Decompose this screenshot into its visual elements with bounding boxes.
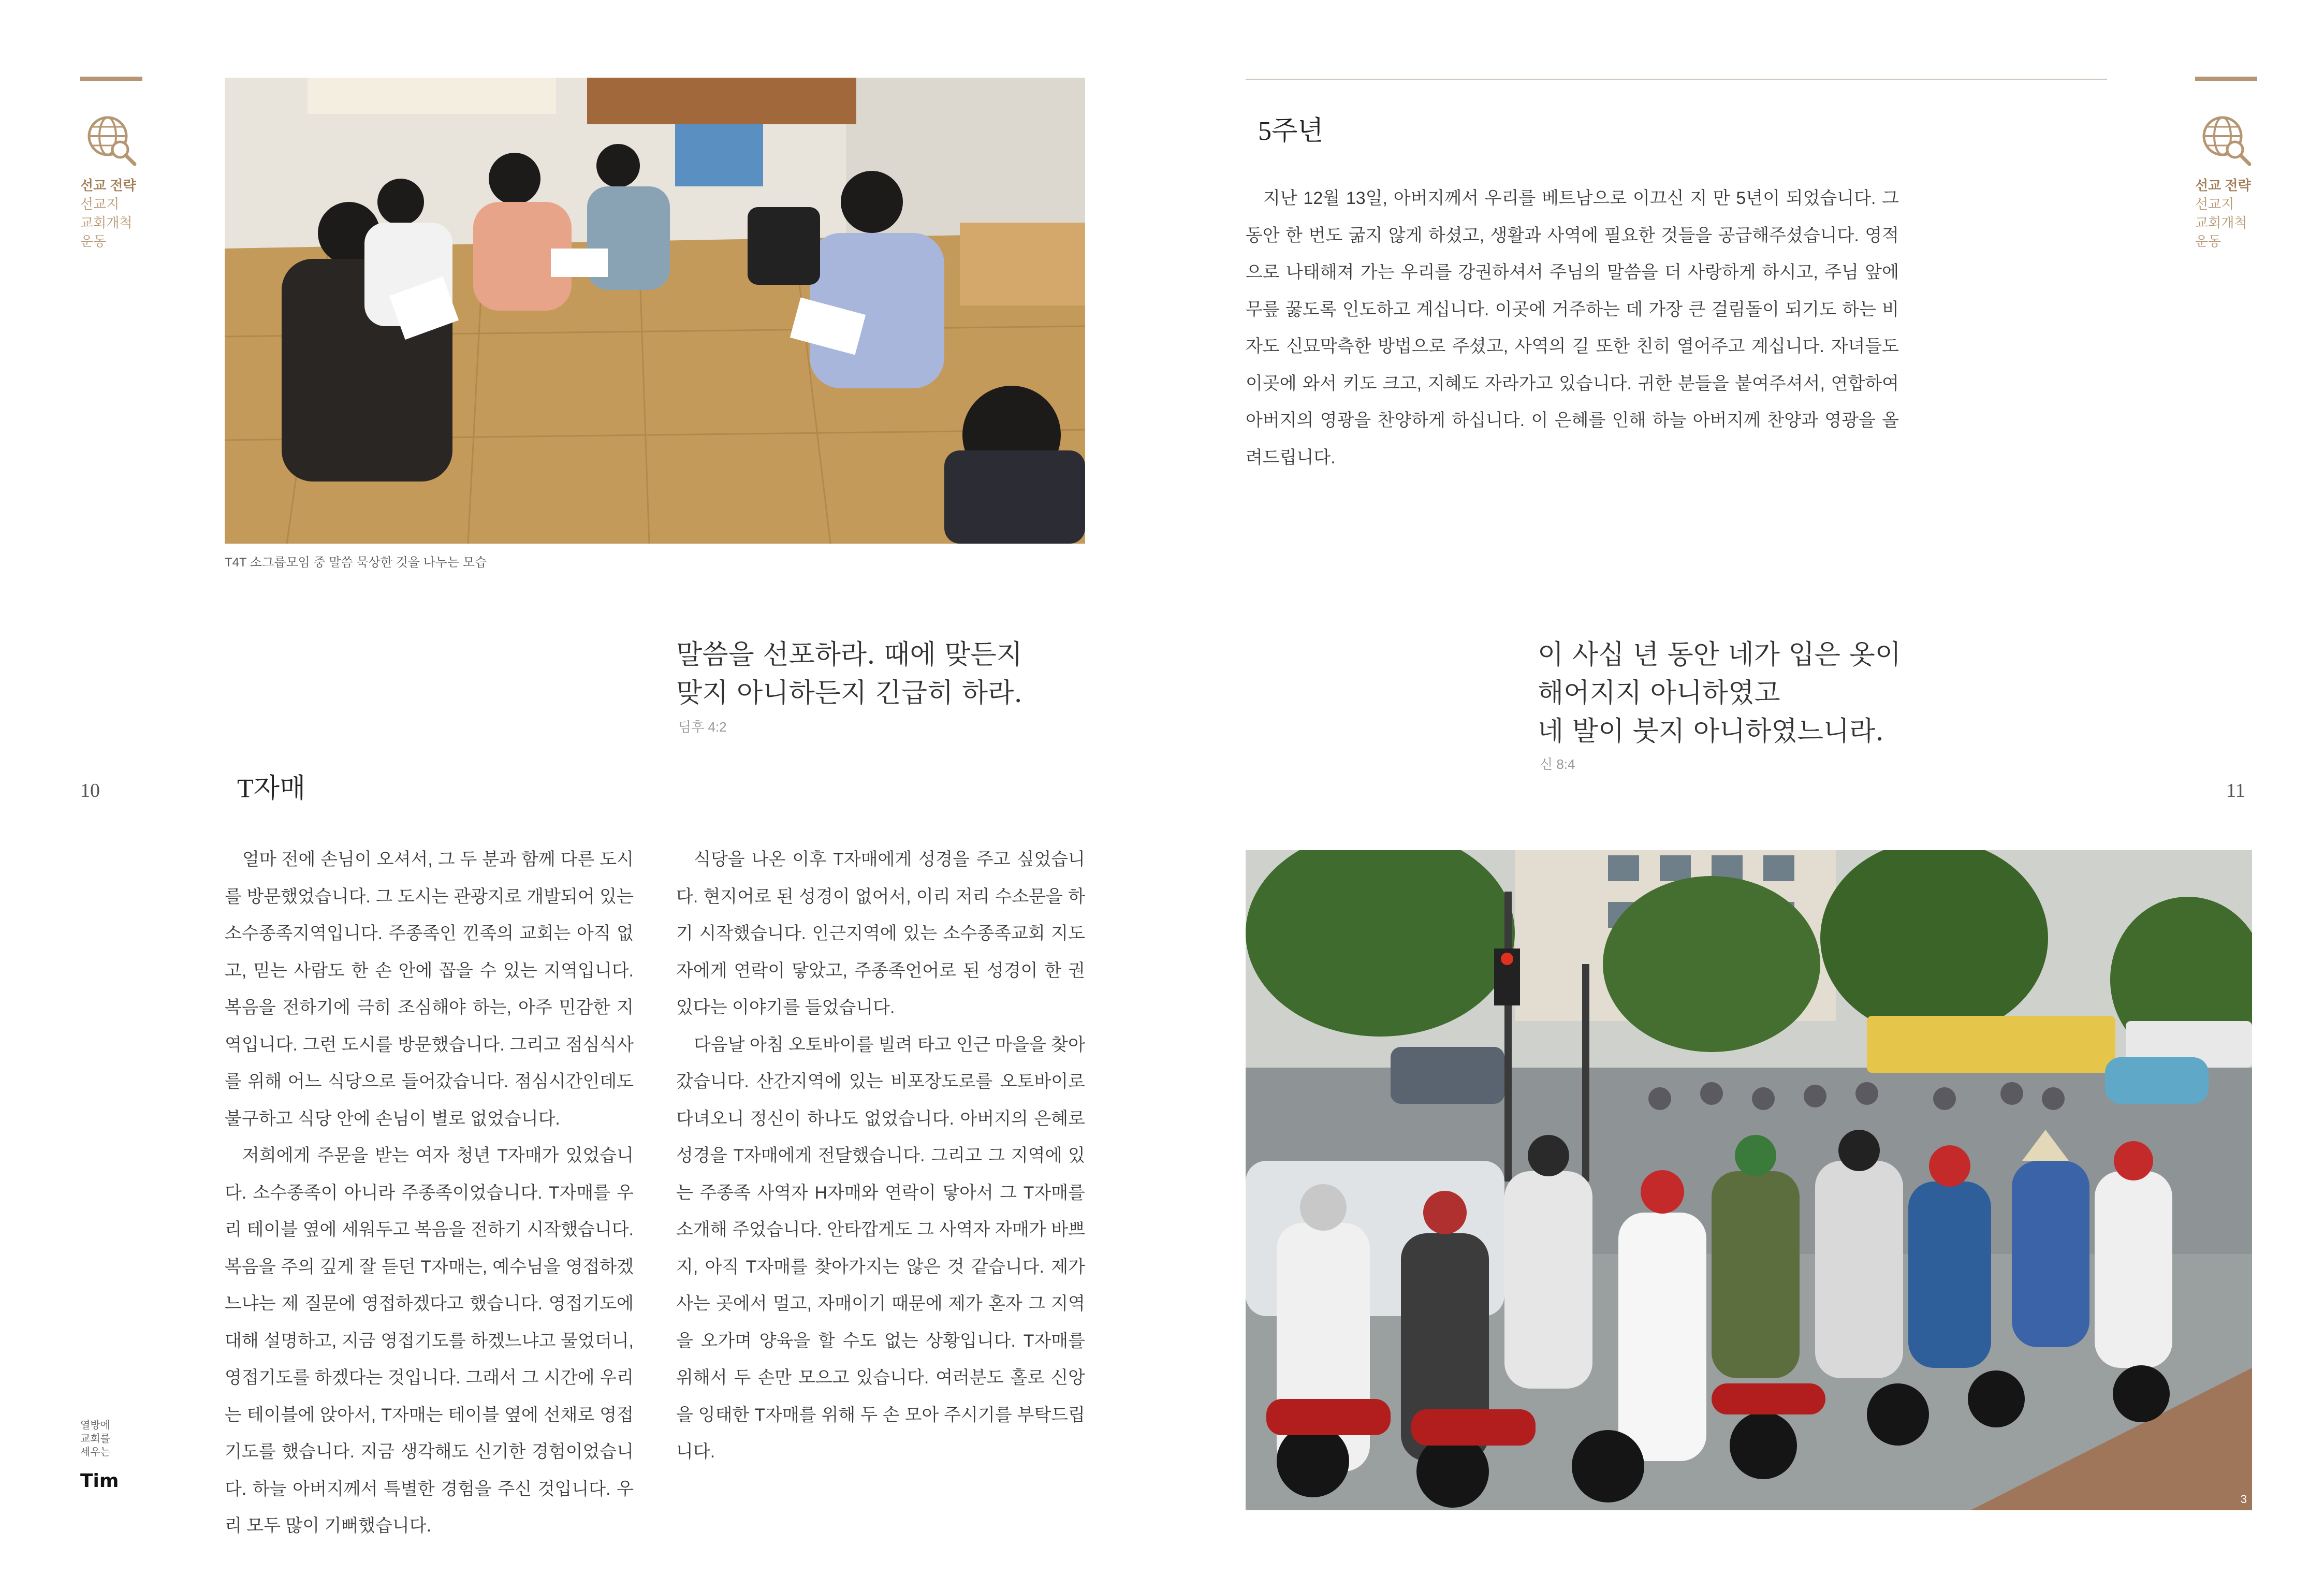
tab-category: 선교 전략 [2195,178,2251,193]
right-tab-label [2195,176,2251,251]
quote-reference-left: 딤후 4:2 [678,719,727,735]
scripture-quote-right [1538,636,1901,751]
tab-line-3: 운동 [2195,234,2221,249]
tab-line-2: 교회개척 [80,215,133,230]
page-number-right: 11 [2226,780,2245,801]
quote-line-3: 네 발이 붓지 아니하였느니라. [1538,716,1884,747]
logo-line-1: 열방에 [80,1420,110,1431]
quote-reference-right: 신 8:4 [1540,756,1575,772]
photo-caption: T4T 소그룹모임 중 말씀 묵상한 것을 나누는 모습 [225,556,487,570]
right-tab-rule [2195,77,2257,81]
street-traffic-photo [1246,850,2252,1510]
paragraph: 식당을 나온 이후 T자매에게 성경을 주고 싶었습니다. 현지어로 된 성경이 없어서, 이리 저리 수소문을 하기 시작했습니다. 인근지역에 있는 소수종족교회 지도자에게 연락이 닿았고, 주종족언어로 된 성경이 한 권 있다는 이야기를 들었습니다. [676,850,1085,1017]
globe-search-icon [2198,111,2255,168]
paragraph: 얼마 전에 손님이 오셔서, 그 두 분과 함께 다른 도시를 방문했었습니다. 그 도시는 관광지로 개발되어 있는 소수종족지역입니다. 주종족인 낀족의 교회는 아직 없고, 믿는 사람도 한 손 안에 꼽을 수 있는 지역입니다. 복음을 전하기에 극히 조심해야 하는, 아주 민감한 지역입니다. 그런 도시를 방문했습니다. 그리고 점심식사를 위해 어느 식당으로 들어갔습니다. 점심시간인데도 불구하고 식당 안에 손님이 별로 없었습니다. [225,850,634,1129]
quote-line-1: 이 사십 년 동안 네가 입은 옷이 [1538,639,1901,670]
quote-line-2: 해어지지 아니하였고 [1538,678,1780,709]
small-group-photo [225,78,1085,544]
quote-line-1: 말씀을 선포하라. 때에 맞든지 [676,639,1022,670]
scripture-quote-left [676,636,1022,712]
tab-line-1: 선교지 [2195,196,2234,212]
tab-line-3: 운동 [80,234,107,249]
left-tab-label [80,176,136,251]
logo-line-2: 교회를 [80,1433,110,1445]
photo-number: 3 [2240,1493,2247,1506]
tab-line-1: 선교지 [80,196,120,212]
tab-line-2: 교회개척 [2195,215,2247,230]
anniversary-paragraph [1246,180,1899,476]
page-number-left: 10 [80,780,100,801]
body-column-2 [676,841,1085,1471]
section-title-t-sister: T자매 [237,774,306,804]
globe-search-icon [83,111,140,168]
paragraph: 저희에게 주문을 받는 여자 청년 T자매가 있었습니다. 소수종족이 아니라 주종족이었습니다. T자매를 우리 테이블 옆에 세워두고 복음을 전하기 시작했습니다. 복음을 주의 깊게 잘 듣던 T자매는, 예수님을 영접하겠느냐는 제 질문에 영접하겠다고 했습니다. 영접기도에 대해 설명하고, 지금 영접기도를 하겠느냐고 물었더니, 영접기도를 하겠다는 것입니다. 그래서 그 시간에 우리는 테이블에 앉아서, T자매는 테이블 옆에 선채로 영접기도를 했습니다. 지금 생각해도 신기한 경험이었습니다. 하늘 아버지께서 특별한 경험을 주신 것입니다. 우리 모두 많이 기뻐했습니다. [225,1146,634,1536]
section-title-5th-anniversary: 5주년 [1258,116,1324,146]
paragraph: 다음날 아침 오토바이를 빌려 타고 인근 마을을 찾아갔습니다. 산간지역에 있는 비포장도로를 오토바이로 다녀오니 정신이 하나도 없었습니다. 아버지의 은혜로 성경을 T자매에게 전달했습니다. 그리고 그 지역에 있는 주종족 사역자 H자매와 연락이 닿아서 그 T자매를 소개해 주었습니다. 안타깝게도 그 사역자 자매가 바쁘지, 아직 T자매를 찾아가지는 않은 것 같습니다. 제가 사는 곳에서 멀고, 자매이기 때문에 제가 혼자 그 지역을 오가며 양육을 할 수도 없는 상황입니다. T자매를 위해서 두 손만 모으고 있습니다. 여러분도 홀로 신앙을 잉태한 T자매를 위해 두 손 모아 주시기를 부탁드립니다. [676,1034,1085,1462]
left-tab-rule [80,77,142,81]
quote-line-2: 맞지 아니하든지 긴급히 하라. [676,678,1022,709]
tab-category: 선교 전략 [80,178,136,193]
body-column-1 [225,841,634,1545]
logo-line-3: 세우는 [80,1447,110,1458]
tim-logo: Tim [80,1470,119,1492]
footer-logo-text [80,1419,110,1459]
paragraph: 지난 12월 13일, 아버지께서 우리를 베트남으로 이끄신 지 만 5년이 되었습니다. 그 동안 한 번도 굶지 않게 하셨고, 생활과 사역에 필요한 것들을 공급해주셨습니다. 영적으로 나태해져 가는 우리를 강권하셔서 주님의 말씀을 더 사랑하게 하시고, 주님 앞에 무릎 꿇도록 인도하고 계십니다. 이곳에 거주하는 데 가장 큰 걸림돌이 되기도 하는 비자도 신묘막측한 방법으로 주셨고, 사역의 길 또한 친히 열어주고 계십니다. 자녀들도 이곳에 와서 키도 크고, 지혜도 자라가고 있습니다. 귀한 분들을 붙여주셔서, 연합하여 아버지의 영광을 찬양하게 하십니다. 이 은혜를 인해 하늘 아버지께 찬양과 영광을 올려드립니다. [1246,188,1899,468]
top-rule [1246,79,2107,80]
